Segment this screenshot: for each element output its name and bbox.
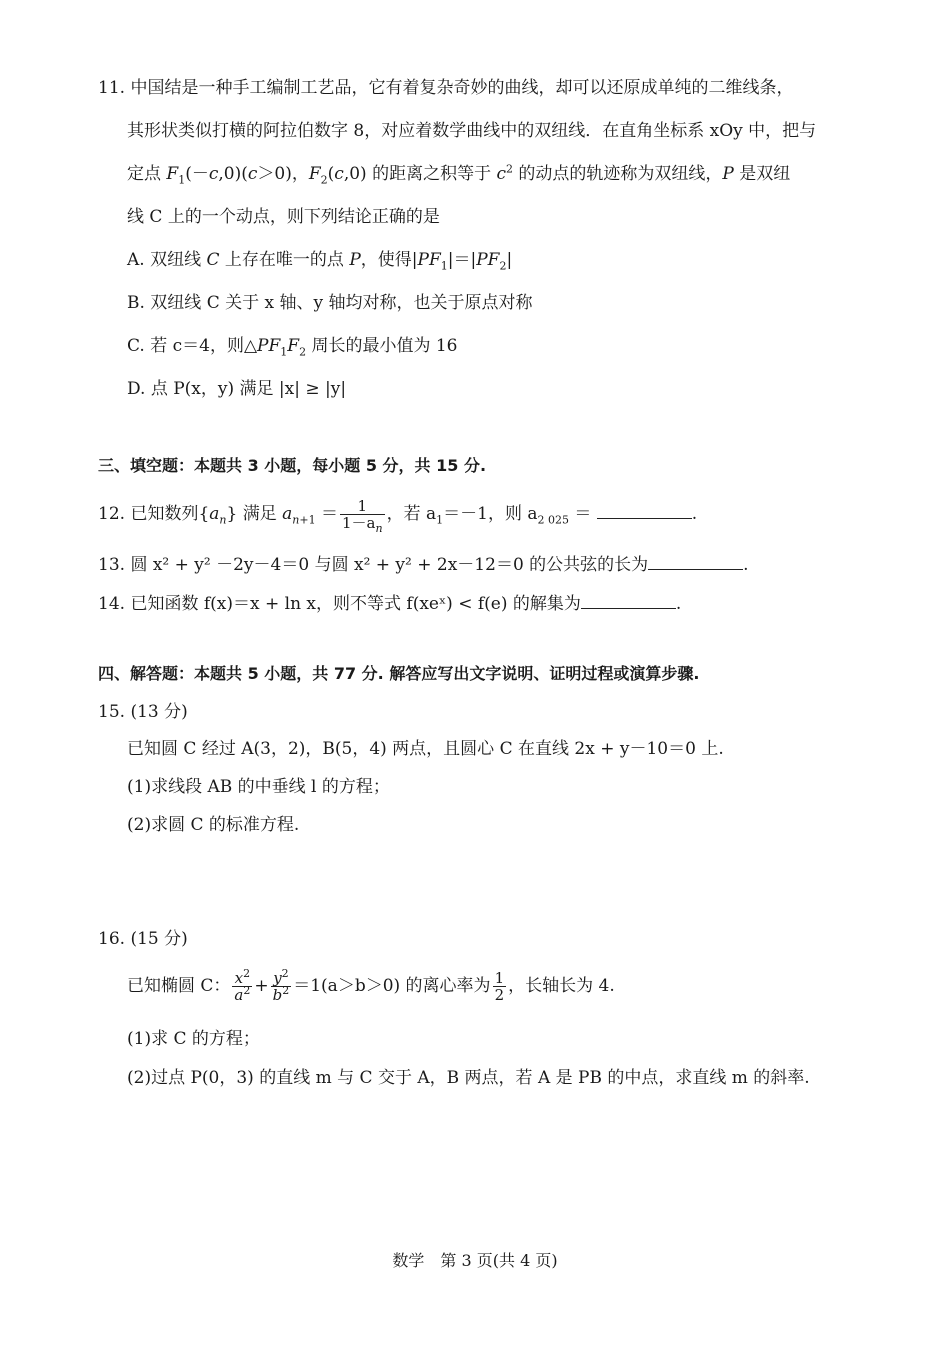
q16-title: 16. (15 分) [98, 929, 188, 949]
q12-after: ，若 a [386, 504, 437, 524]
q11-line3-d: 是双纽 [733, 164, 791, 184]
q15-stem: 已知圆 C 经过 A(3，2)，B(5，4) 两点，且圆心 C 在直线 2x + y－10＝0 上. [127, 739, 724, 759]
q11-line3-a: 定点 [127, 164, 167, 184]
q11-option-d: D. 点 P(x，y) 满足 |x| ≥ |y| [127, 379, 347, 399]
q14-answer-blank[interactable] [581, 592, 676, 609]
q12-mid: } 满足 [226, 504, 283, 524]
q12-after3: ＝ [574, 504, 592, 524]
q11-option-c-2: 周长的最小值为 16 [306, 336, 458, 356]
q16-part1: (1)求 C 的方程； [127, 1029, 260, 1049]
q13-answer-blank[interactable] [648, 553, 743, 570]
q11-line3-c: 的动点的轨迹称为双纽线， [513, 164, 723, 184]
q11-line3: 定点 $F_1(-c,0)(c>0)$，$F_2(c,0)$ 的距离之积等于 $c^2$ 的动点的轨迹称为双纽线，P 是双纽 [127, 162, 791, 187]
q16-half-num: 1 [494, 969, 505, 987]
q11-line3-b: 的距离之积等于 [366, 164, 497, 184]
q12-frac-den: 1－a [341, 514, 376, 532]
q11-option-a-2: 上存在唯一的点 [219, 250, 350, 270]
q11-line1: 11. 中国结是一种手工编制工艺品，它有着复杂奇妙的曲线，却可以还原成单纯的二维线条， [98, 78, 794, 98]
q12-prefix: 12. 已知数列{ [98, 504, 210, 524]
q12: 12. 已知数列$\{a_n\}$ 满足 $a_{n+1}$ ＝ $\frac{1}{1-a_n}$ ，若 $a_1=-1$，则 $a_{2 025}$ ＝ . [98, 497, 698, 535]
q14-text: 14. 已知函数 f(x)＝x + ln x，则不等式 f(xeˣ) < f(e) 的解集为 [98, 594, 581, 614]
q11-line2: 其形状类似打横的阿拉伯数字 8，对应着数学曲线中的双纽线．在直角坐标系 xOy 中，把与 [127, 121, 817, 141]
q15-part2: (2)求圆 C 的标准方程. [127, 815, 300, 835]
q16-half-den: 2 [494, 986, 505, 1004]
q11-option-c-1: C. 若 c＝4，则△ [127, 336, 258, 356]
q11-option-b: B. 双纽线 C 关于 x 轴、y 轴均对称，也关于原点对称 [127, 293, 533, 313]
q11-line4: 线 C 上的一个动点，则下列结论正确的是 [127, 207, 440, 227]
q16-half-fraction [493, 970, 507, 1003]
q12-answer-blank[interactable] [597, 502, 692, 519]
q16-stem-b: ＝1(a＞b＞0) 的离心率为 [293, 976, 491, 996]
section3-heading: 三、填空题：本题共 3 小题，每小题 5 分，共 15 分. [98, 456, 487, 475]
q13: 13. 圆 x² + y² －2y－4＝0 与圆 x² + y² + 2x－12＝0 的公共弦的长为 . [98, 555, 749, 575]
q15-title: 15. (13 分) [98, 702, 188, 722]
q13-text: 13. 圆 x² + y² －2y－4＝0 与圆 x² + y² + 2x－12＝0 的公共弦的长为 [98, 555, 649, 575]
q14: 14. 已知函数 f(x)＝x + ln x，则不等式 f(xeˣ) < f(e) 的解集为 . [98, 594, 682, 614]
section4-heading: 四、解答题：本题共 5 小题，共 77 分. 解答应写出文字说明、证明过程或演算步骤. [98, 664, 700, 683]
q12-after2: ＝－1，则 a [443, 504, 538, 524]
page-footer: 数学 第 3 页(共 4 页) [392, 1251, 558, 1270]
q15-part1: (1)求线段 AB 的中垂线 l 的方程； [127, 777, 390, 797]
q16-stem-a: 已知椭圆 C： [127, 976, 231, 996]
q11-option-c: C. 若 c＝4，则$\triangle PF_1F_2$ 周长的最小值为 16 [127, 336, 458, 359]
q16-stem: 已知椭圆 C： $\frac{x^2}{a^2}$ + $\frac{y^2}{b^2}$ ＝1(a＞b＞0) 的离心率为 $\frac{1}{2}$ ，长轴长为 4. [127, 967, 615, 1004]
q11-option-a-1: A. 双纽线 [127, 250, 207, 270]
q16-part2: (2)过点 P(0，3) 的直线 m 与 C 交于 A，B 两点，若 A 是 PB 的中点，求直线 m 的斜率. [127, 1068, 810, 1088]
q11-option-a-3: ，使得 [360, 250, 412, 270]
q11-option-a: A. 双纽线 C 上存在唯一的点 P，使得$|PF_1|=|PF_2|$ [127, 250, 513, 273]
q12-fraction: $\frac{1}{1-a_n}$ [341, 497, 383, 535]
q16-y-fraction: $\frac{y^2}{b^2}$ [272, 967, 290, 1004]
q12-frac-num: 1 [340, 498, 385, 515]
q16-x-fraction: $\frac{x^2}{a^2}$ [234, 967, 251, 1004]
q16-stem-c: ，长轴长为 4. [508, 976, 615, 996]
